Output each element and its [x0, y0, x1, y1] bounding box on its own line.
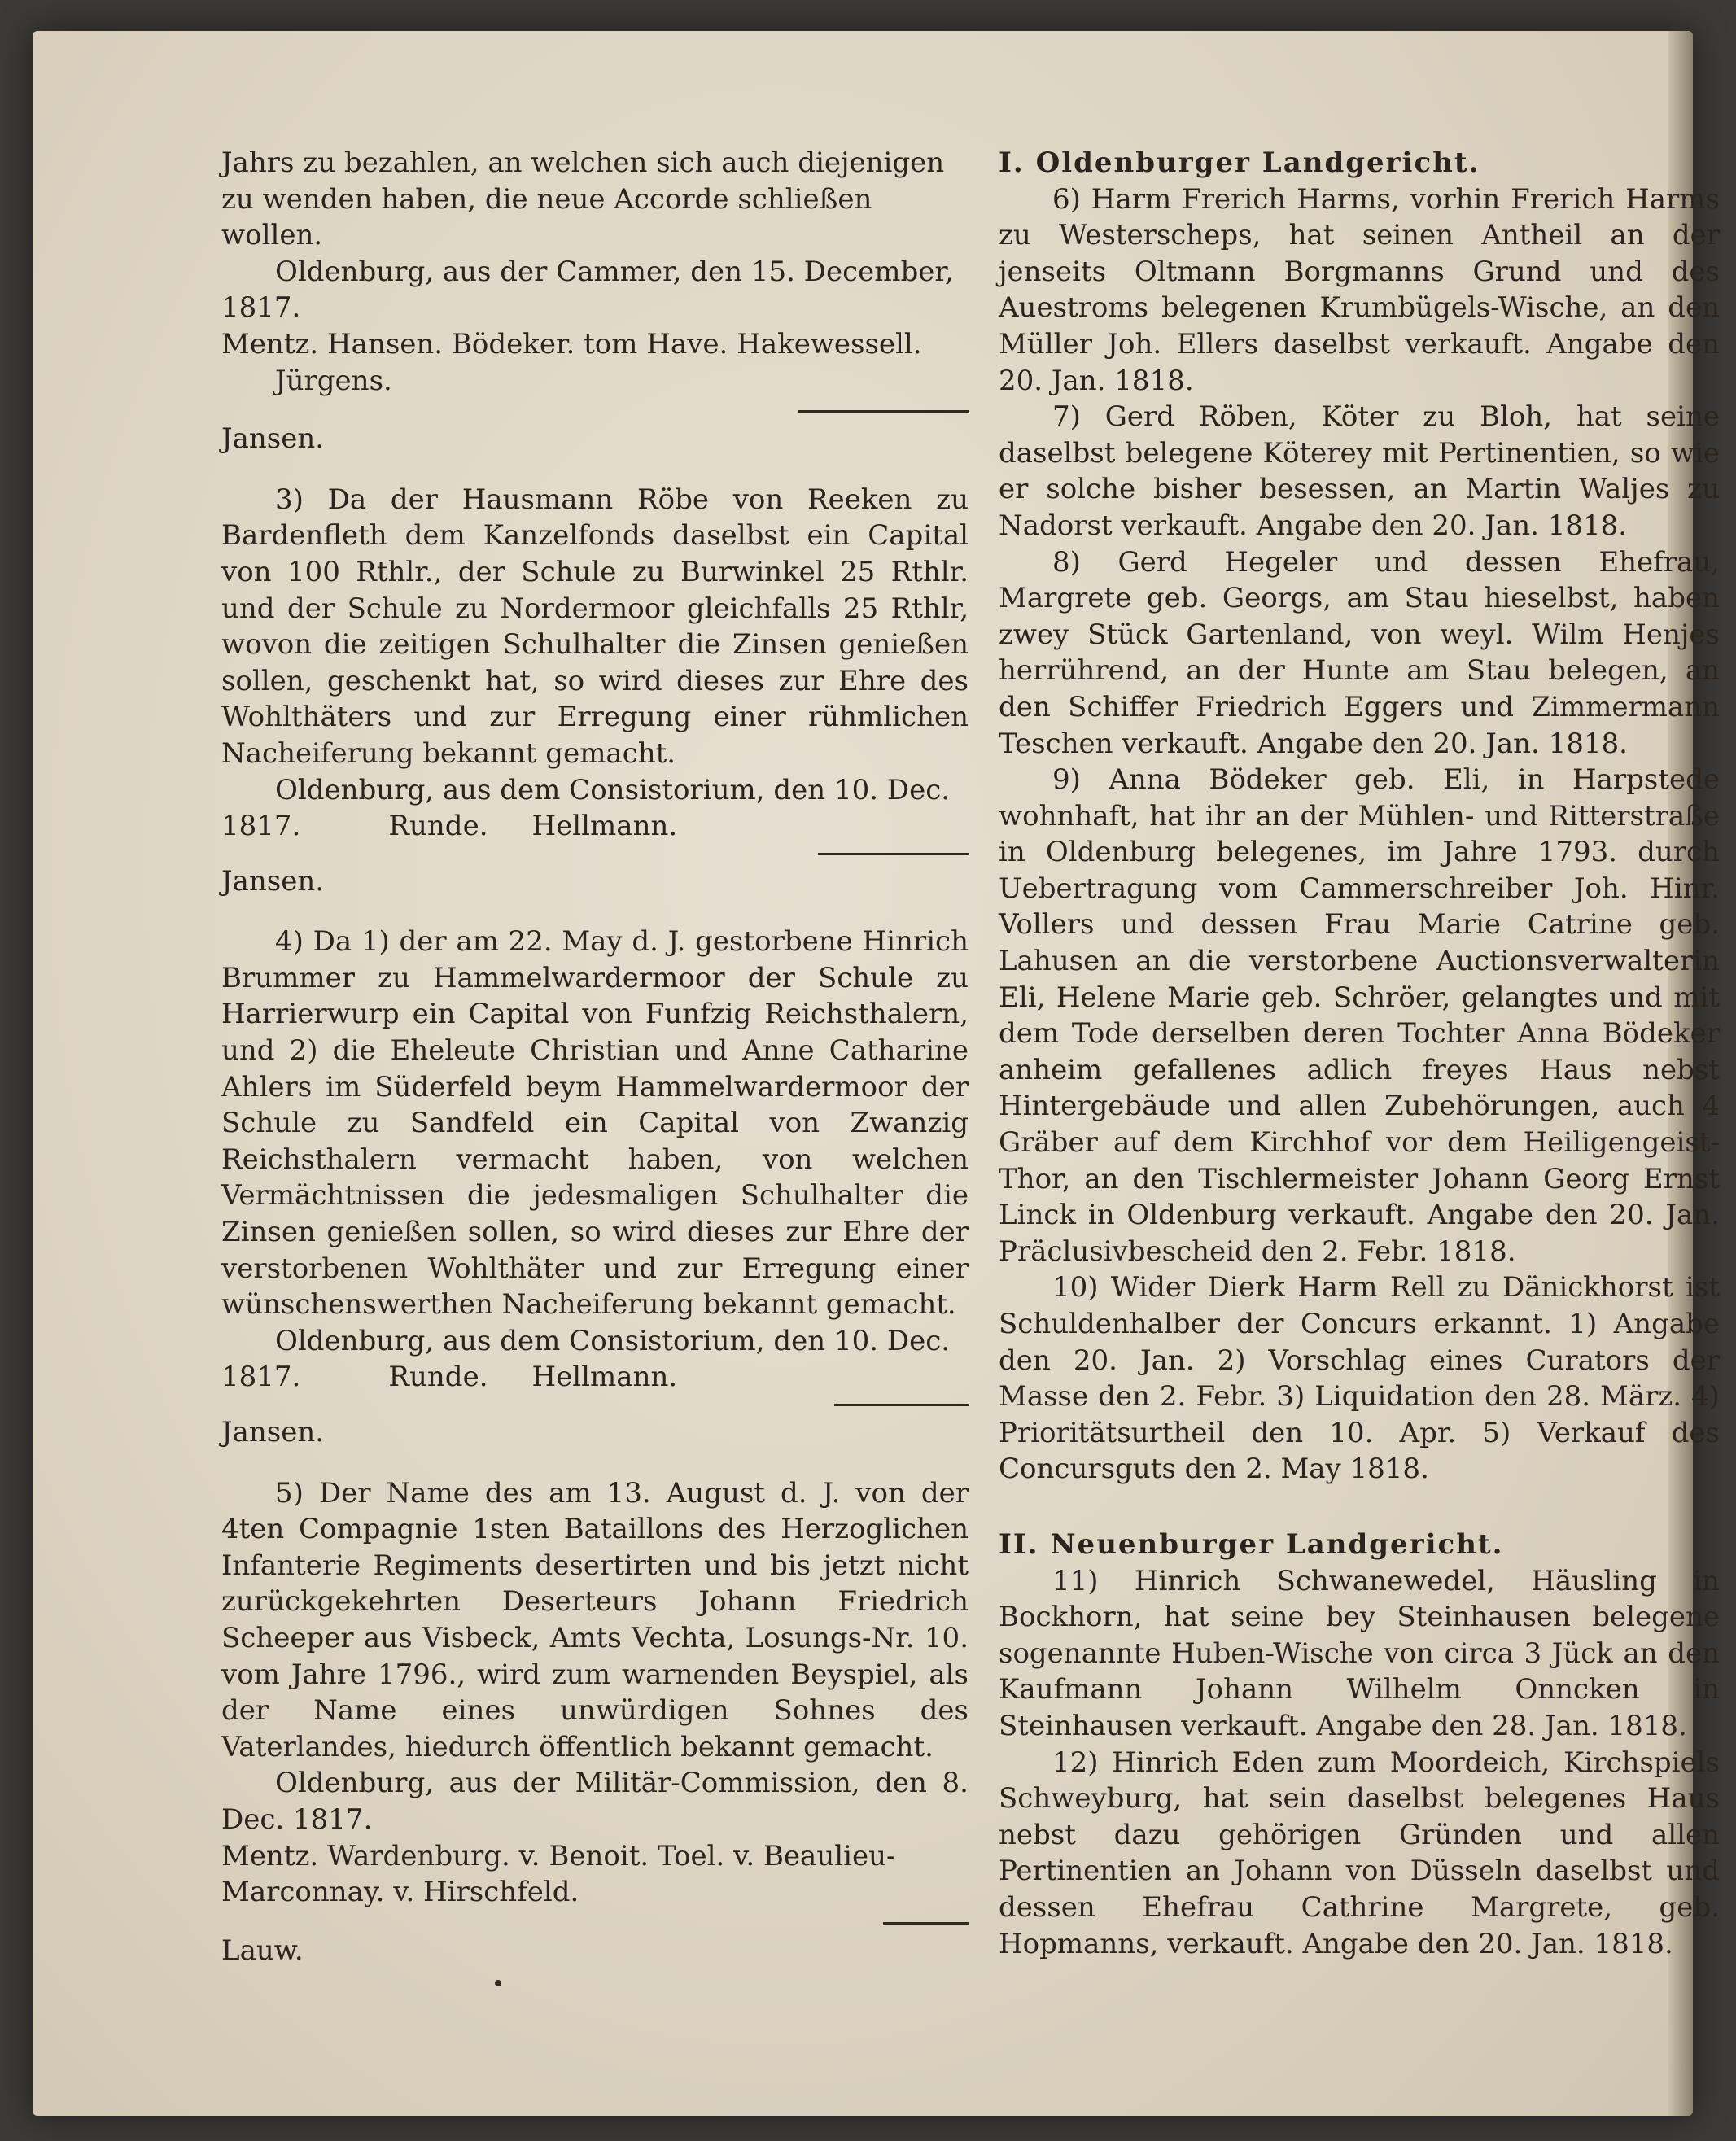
notice-signers-cont: Jürgens. [275, 364, 392, 397]
notice-7: 7) Gerd Röben, Köter zu Bloh, hat seine daselbst belegene Köterey mit Pertinentien, so wie er solche bisher besessen, an Martin Waljes zu Nadorst verkauft. Angabe den 20. Jan. 1818. [999, 400, 1720, 542]
separator-rule [798, 410, 969, 413]
notice-8: 8) Gerd Hegeler und dessen Ehefrau, Margrete geb. Georgs, am Stau hieselbst, haben zwey Stück Gartenland, von weyl. Wilm Henjes herrührend, an der Hunte am Stau belegen, an den Schiffer Friedrich Eggers und Zimmermann Teschen verkauft. Angabe den 20. Jan. 1818. [999, 545, 1720, 760]
notice-signers: Mentz. Hansen. Bödeker. tom Have. Hakewessell. [221, 327, 922, 360]
notice-4-clerk: Jansen. [221, 1416, 325, 1448]
notice-3-clerk: Jansen. [221, 864, 325, 898]
separator-rule [818, 853, 969, 855]
newspaper-page [33, 31, 1720, 2116]
notice-place-date: Oldenburg, aus der Cammer, den 15. December, 1817. [221, 255, 954, 325]
separator-rule [883, 1922, 969, 1925]
section-heading-neuenburg: II. Neuenburger Landgericht. [999, 1527, 1504, 1561]
notice-4-place: Oldenburg, aus dem Consistorium, den 10. Dec. [275, 1324, 951, 1357]
notice-3: 3) Da der Hausmann Röbe von Reeken zu Bardenfleth dem Kanzelfonds daselbst ein Capital von 100 Rthlr., der Schule zu Burwinkel 25 Rthlr. und der Schule zu Nordermoor gleichfalls 25 Rthlr, wovon die zeitigen Schulhalter die Zinsen genießen sollen, geschenkt hat, so wird dieses zur Ehre des Wohlthäters und zur Erregung einer rühmlichen Nacheiferung bekannt gemacht. [221, 483, 969, 770]
left-column [221, 145, 969, 1968]
notice-clerk: Jansen. [221, 422, 325, 456]
notice-3-place: Oldenburg, aus dem Consistorium, den 10. Dec. [275, 773, 951, 806]
separator-rule [834, 1404, 969, 1406]
notice-9: 9) Anna Bödeker geb. Eli, in Harpstede wohnhaft, hat ihr an der Mühlen- und Ritterstraße in Oldenburg belegenes, im Jahre 1793. durch Uebertragung vom Cammerschreiber Joh. Hinr. Vollers und dessen Frau Marie Catrine geb. Lahusen an die verstorbene Auctionsverwalterin Eli, Helene Marie geb. Schröer, gelangtes und mit dem Tode derselben deren Tochter Anna Bödeker anheim gefallenes adlich freyes Haus nebst Hintergebäude und allen Zubehörungen, auch 4 Gräber auf dem Kirchhof vor dem Heiligengeist-Thor, an den Tischlermeister Johann Georg Ernst Linck in Oldenburg verkauft. Angabe den 20. Jan. Präclusivbescheid den 2. Febr. 1818. [999, 763, 1720, 1268]
notice-10: 10) Wider Dierk Harm Rell zu Dänickhorst ist Schuldenhalber der Concurs erkannt. 1) Angabe den 20. Jan. 2) Vorschlag eines Curators der Masse den 2. Febr. 3) Liquidation den 28. März. 4) Prioritätsurtheil den 10. Apr. 5) Verkauf des Concursguts den 2. May 1818. [999, 1271, 1720, 1486]
notice-5-signers: Mentz. Wardenburg. v. Benoit. Toel. v. Beaulieu-Marconnay. v. Hirschfeld. [221, 1839, 896, 1909]
notice-4-signers: 1817. Runde. Hellmann. [221, 1361, 678, 1394]
notice-5: 5) Der Name des am 13. August d. J. von der 4ten Compagnie 1sten Bataillons des Herzoglichen Infanterie Regiments desertirten und bis jetzt nicht zurückgekehrten Deserteurs Johann Friedrich Scheeper aus Visbeck, Amts Vechta, Losungs-Nr. 10. vom Jahre 1796., wird zum warnenden Beyspiel, als der Name eines unwürdigen Sohnes des Vaterlandes, hiedurch öffentlich bekannt gemacht. [221, 1476, 969, 1763]
notice-3-signers: 1817. Runde. Hellmann. [221, 810, 678, 843]
section-heading-oldenburg: I. Oldenburger Landgericht. [999, 146, 1480, 179]
ink-spot [495, 1980, 501, 1986]
notice-5-clerk: Lauw. [221, 1933, 304, 1967]
notice-5-place: Oldenburg, aus der Militär-Commission, den 8. Dec. 1817. [221, 1767, 969, 1836]
notice-11: 11) Hinrich Schwanewedel, Häusling in Bockhorn, hat seine bey Steinhausen belegene sogenannte Huben-Wische von circa 3 Jück an den Kaufmann Johann Wilhelm Onncken in Steinhausen verkauft. Angabe den 28. Jan. 1818. [999, 1564, 1720, 1742]
notice-6: 6) Harm Frerich Harms, vorhin Frerich Harms zu Westerscheps, hat seinen Antheil an der jenseits Oltmann Borgmanns Grund und des Auestroms belegenen Krumbügels-Wische, an den Müller Joh. Ellers daselbst verkauft. Angabe den 20. Jan. 1818. [999, 182, 1720, 397]
right-column [999, 145, 1720, 1962]
notice-continued: Jahrs zu bezahlen, an welchen sich auch diejenigen zu wenden haben, die neue Accorde schließen wollen. [221, 146, 945, 252]
notice-12: 12) Hinrich Eden zum Moordeich, Kirchspiels Schweyburg, hat sein daselbst belegenes Haus nebst dazu gehörigen Gründen und allen Pertinentien an Johann von Düsseln daselbst und dessen Ehefrau Cathrine Margrete, geb. Hopmanns, verkauft. Angabe den 20. Jan. 1818. [999, 1746, 1720, 1960]
notice-4: 4) Da 1) der am 22. May d. J. gestorbene Hinrich Brummer zu Hammelwardermoor der Schule zu Harrierwurp ein Capital von Funfzig Reichsthalern, und 2) die Eheleute Christian und Anne Catharine Ahlers im Süderfeld beym Hammelwardermoor der Schule zu Sandfeld ein Capital von Zwanzig Reichsthalern vermacht haben, von welchen Vermächtnissen die jedesmaligen Schulhalter die Zinsen genießen sollen, so wird dieses zur Ehre der verstorbenen Wohlthäter und zur Erregung einer wünschenswerthen Nacheiferung bekannt gemacht. [221, 925, 969, 1322]
